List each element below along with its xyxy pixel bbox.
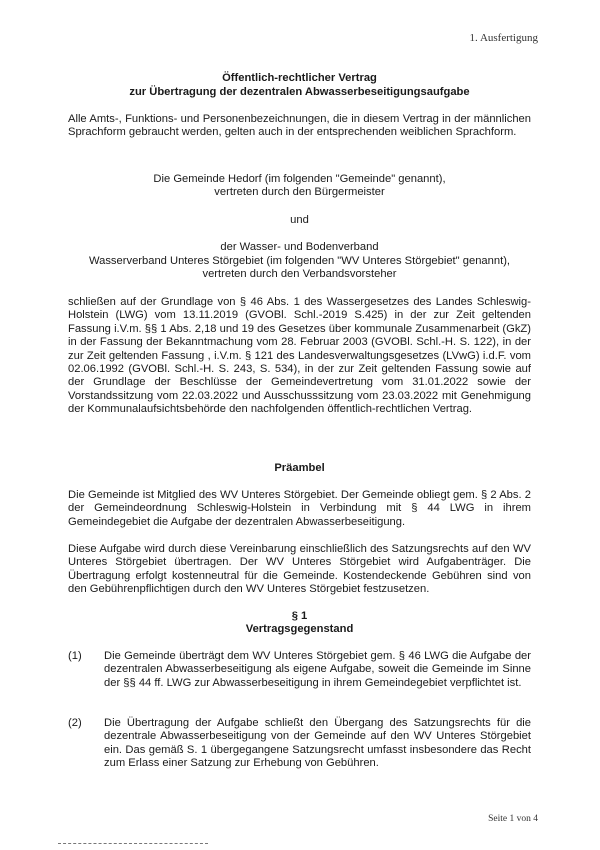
party1-name: Die Gemeinde Hedorf (im folgenden "Gemeinde" genannt), xyxy=(153,173,446,185)
party1-representative: vertreten durch den Bürgermeister xyxy=(214,186,385,198)
section1-number: § 1 xyxy=(291,610,308,622)
conjunction: und xyxy=(290,214,309,226)
item-text: Die Übertragung der Aufgabe schließt den Übergang des Satzungsrechts für die dezentrale Abwasserbeseitigung von der Gemeinde auf den WV Unteres Störgebiet ein. Das gemäß S. 1 übergegangene Satzungsrecht umfasst insbesondere das Recht zum Erlass einer Satzung zur Erhebung von Gebühren. xyxy=(104,717,531,770)
item-number: (1) xyxy=(68,650,82,662)
item-number: (2) xyxy=(68,717,82,729)
section1-heading: Vertragsgegenstand xyxy=(245,623,354,635)
party2-name: Wasserverband Unteres Störgebiet (im folgenden "WV Unteres Störgebiet" genannt), xyxy=(88,255,511,267)
page-number: Seite 1 von 4 xyxy=(488,814,538,824)
document-title-line2: zur Übertragung der dezentralen Abwasserbeseitigungsaufgabe xyxy=(129,86,470,98)
document-title-line1: Öffentlich-rechtlicher Vertrag xyxy=(222,72,377,84)
preamble-paragraph-2: Diese Aufgabe wird durch diese Vereinbarung einschließlich des Satzungsrechts auf den WV Unteres Störgebiet übertragen. Der WV Unteres Störgebiet wird Aufgabenträger. Die Übertragung erfolgt kostenneutral für die Gemeinde. Kostendeckende Gebühren sind von den Gebührenpflichtigen durch den WV Unteres Störgebiet festzusetzen. xyxy=(68,543,531,596)
preamble-heading: Präambel xyxy=(274,462,325,474)
bottom-divider xyxy=(58,843,208,847)
preamble-paragraph-1: Die Gemeinde ist Mitglied des WV Unteres Störgebiet. Der Gemeinde obliegt gem. § 2 Abs. 2 der Gemeindeordnung Schleswig-Holstein in Verbindung mit § 44 LWG in ihrem Gemeindegebiet die Aufgabe der dezentralen Abwasserbeseitigung. xyxy=(68,489,531,528)
copy-stamp: 1. Ausfertigung xyxy=(469,32,538,44)
item-text: Die Gemeinde überträgt dem WV Unteres Störgebiet gem. § 46 LWG die Aufgabe der dezentralen Abwasserbeseitigung als eigene Aufgabe, soweit die Gemeinde im Sinne der §§ 44 ff. LWG zur Abwasserbeseitigung in ihrem Gemeindegebiet verpflichtet ist. xyxy=(104,650,531,689)
party2-type: der Wasser- und Bodenverband xyxy=(220,241,379,253)
party2-representative: vertreten durch den Verbandsvorsteher xyxy=(202,268,397,280)
legal-basis-paragraph: schließen auf der Grundlage von § 46 Abs. 1 des Wassergesetzes des Landes Schleswig-Holstein (LWG) vom 13.11.2019 (GVOBl. Schl.-2019 S.425) in der zur Zeit geltenden Fassung i.V.m. §§ 1 Abs. 2,18 und 19 des Gesetzes über kommunale Zusammenarbeit (GkZ) in der Fassung der Bekanntmachung vom 28. Februar 2003 (GVOBl. Schl.-H. S. 122), in der zur Zeit geltenden Fassung , i.V.m. § 121 des Landesverwaltungsgesetzes (LVwG) i.d.F. vom 02.06.1992 (GVOBl. Schl.-H. S. 243, S. 534), in der zur Zeit geltenden Fassung sowie auf der Grundlage der Beschlüsse der Gemeindevertretung vom 31.01.2022 sowie der Vorstandssitzung vom 22.03.2022 und Ausschusssitzung vom 23.03.2022 mit Genehmigung der Kommunalaufsichtsbehörde den nachfolgenden öffentlich-rechtlichen Vertrag. xyxy=(68,296,531,416)
intro-paragraph: Alle Amts-, Funktions- und Personenbezeichnungen, die in diesem Vertrag in der männlichen Sprachform gebraucht werden, gelten auch in der entsprechenden weiblichen Sprachform. xyxy=(68,113,531,139)
